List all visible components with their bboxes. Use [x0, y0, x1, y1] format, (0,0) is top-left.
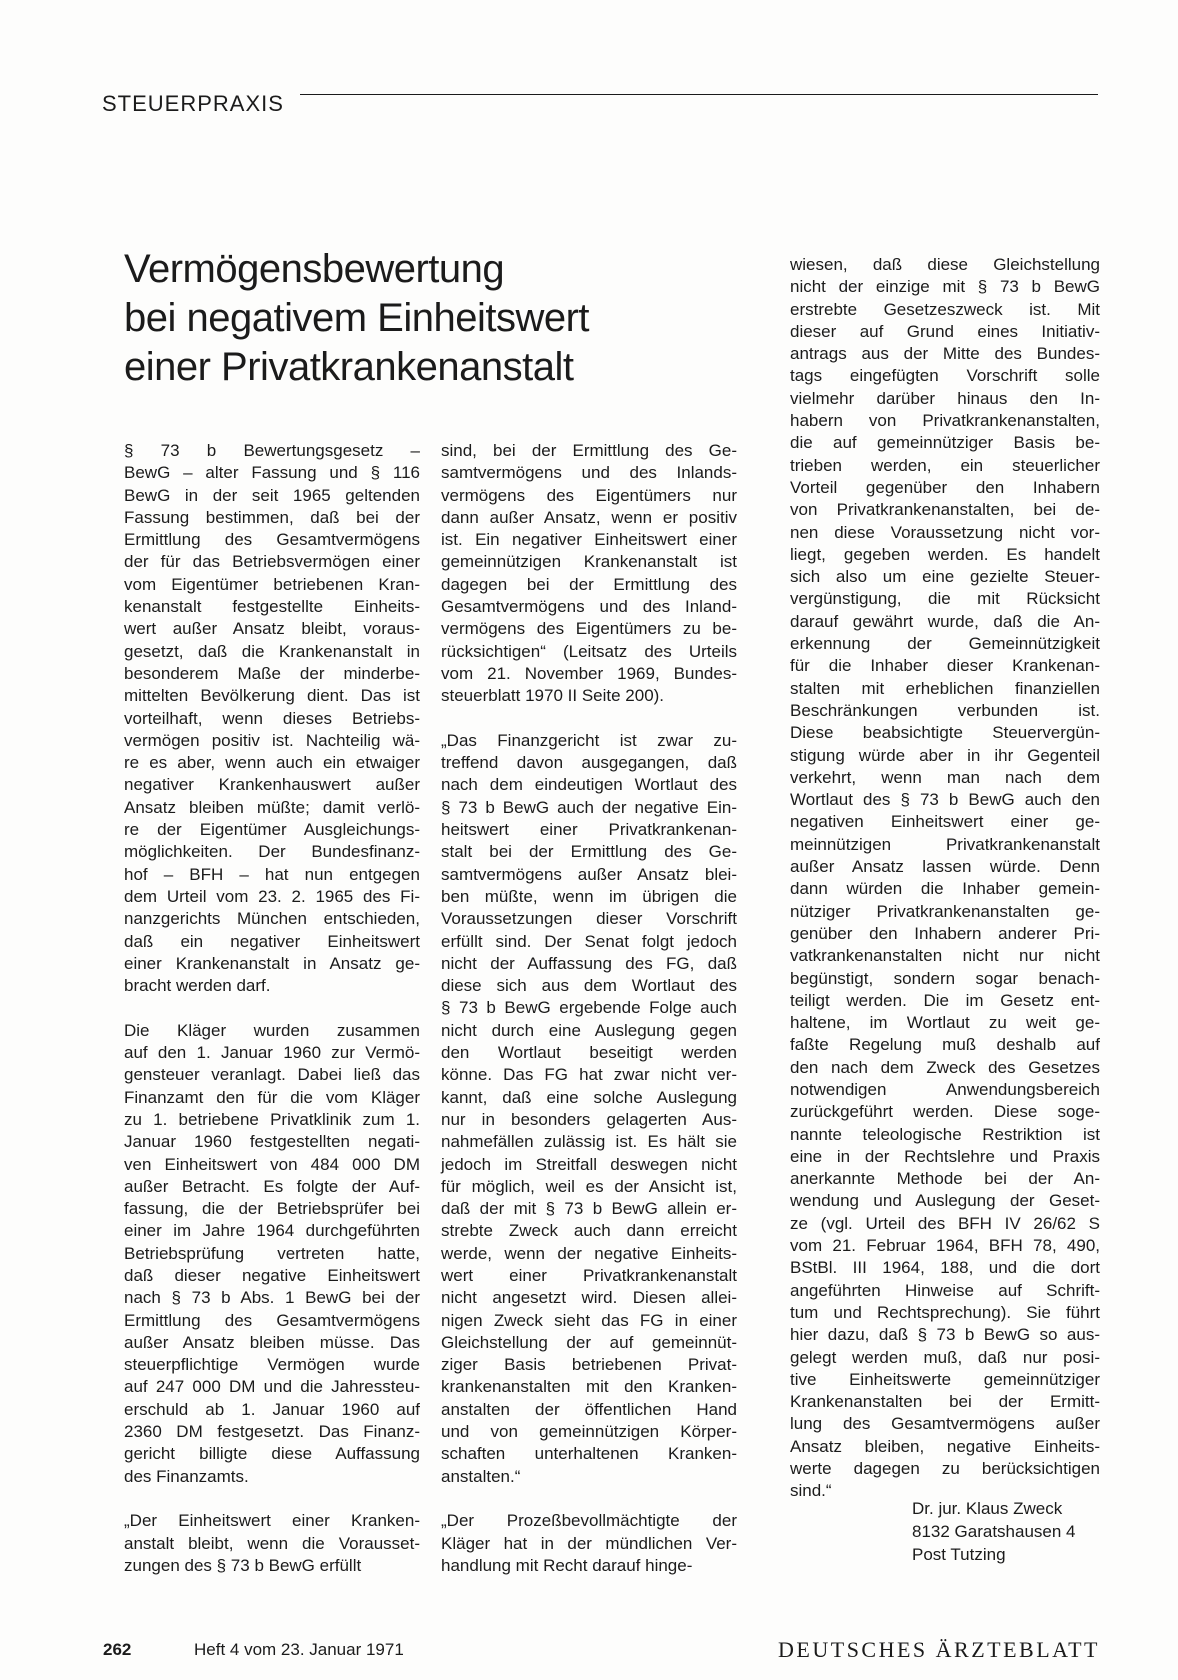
- text-line: hier dazu, daß § 73 b BewG so aus-: [790, 1325, 1100, 1345]
- text-line: besonderem Maße der minderbe-: [124, 663, 420, 683]
- text-line: vom 21. November 1969, Bundes-: [441, 663, 737, 683]
- text-line: teiligt werden. Die im Gesetz ent-: [790, 990, 1100, 1010]
- text-line: re es aber, wenn auch ein etwaiger: [124, 753, 420, 773]
- text-line: BewG in der seit 1965 geltenden: [124, 485, 420, 505]
- text-line: fassung, die der Betriebsprüfer bei: [124, 1199, 420, 1219]
- paragraph: [441, 440, 737, 708]
- text-line: sind, bei der Ermittlung des Ge-: [441, 441, 737, 460]
- text-line: nütziger Privatkrankenanstalten ge-: [790, 901, 1100, 921]
- text-line: außer Ansatz lassen würde. Denn: [790, 857, 1100, 877]
- text-line: und von gemeinnützigen Körper-: [441, 1422, 737, 1442]
- text-line: handlung mit Recht darauf hinge-: [441, 1555, 693, 1575]
- text-line: stalten mit erheblichen finanziellen: [790, 678, 1100, 698]
- text-line: ben müßte, wenn im übrigen die: [441, 886, 737, 906]
- text-line: vergünstigung, die mit Rücksicht: [790, 589, 1100, 609]
- text-line: schaften unterhaltenen Kranken-: [441, 1444, 737, 1464]
- text-line: für die Inhaber dieser Krankenan-: [790, 656, 1100, 676]
- text-line: „Das Finanzgericht ist zwar zu-: [441, 730, 737, 750]
- text-line: Die Kläger wurden zusammen: [124, 1020, 420, 1040]
- text-line: genüber den Inhabern anderer Pri-: [790, 923, 1100, 943]
- text-line: könne. Das FG hat zwar nicht ver-: [441, 1065, 737, 1085]
- article-column-2: [441, 440, 737, 1599]
- text-line: sind.“: [790, 1481, 832, 1501]
- text-line: Ansatz bleiben, negative Einheits-: [790, 1436, 1100, 1456]
- text-line: darauf gewährt wurde, daß die An-: [790, 611, 1100, 631]
- text-line: Ermittlung des Gesamtvermögens: [124, 1310, 420, 1330]
- text-line: erkennung der Gemeinnützigkeit: [790, 634, 1100, 654]
- text-line: dagegen bei der Ermittlung des: [441, 574, 737, 594]
- text-line: negativen Einheitswert einer ge-: [790, 812, 1100, 832]
- text-line: meinnützigen Privatkrankenanstalt: [790, 834, 1100, 854]
- text-line: ze (vgl. Urteil des BFH IV 26/62 S: [790, 1213, 1100, 1233]
- text-line: erstrebte Gesetzeszweck ist. Mit: [790, 299, 1100, 319]
- text-line: gemeinnützigen Krankenanstalt ist: [441, 552, 737, 572]
- text-line: wert einer Privatkrankenanstalt: [441, 1265, 737, 1285]
- text-line: steuerpflichtige Vermögen wurde: [124, 1355, 420, 1375]
- text-line: daß dieser negative Einheitswert: [124, 1265, 420, 1285]
- text-line: stalt bei der Ermittlung des Ge-: [441, 842, 737, 862]
- text-line: treffend davon ausgegangen, daß: [441, 753, 737, 773]
- text-line: § 73 b BewG auch der negative Ein-: [441, 797, 737, 817]
- text-line: einer Krankenanstalt in Ansatz ge-: [124, 953, 420, 973]
- text-line: ziger Basis betriebenen Privat-: [441, 1355, 737, 1375]
- text-line: des Finanzamts.: [124, 1466, 249, 1486]
- text-line: strebte Zweck auch dann erreicht: [441, 1221, 737, 1241]
- text-line: möglichkeiten. Der Bundesfinanz-: [124, 842, 420, 862]
- text-line: Betriebsprüfung vertreten hatte,: [124, 1243, 420, 1263]
- text-line: § 73 b BewG ergebende Folge auch: [441, 998, 737, 1018]
- paragraph: [124, 1510, 420, 1577]
- text-line: steuerblatt 1970 II Seite 200).: [441, 686, 665, 706]
- text-line: faßte Regelung muß deshalb auf: [790, 1035, 1100, 1055]
- text-line: vermögens des Eigentümers nur: [441, 485, 737, 505]
- text-line: auf den 1. Januar 1960 zur Vermö-: [124, 1043, 420, 1063]
- text-line: anstalten der öffentlichen Hand: [441, 1399, 737, 1419]
- text-line: vorteilhaft, wenn dieses Betriebs-: [124, 708, 420, 728]
- text-line: sich also um eine gezielte Steuer-: [790, 567, 1100, 587]
- text-line: kannt, daß eine solche Auslegung: [441, 1087, 737, 1107]
- text-line: nicht durch eine Auslegung gegen: [441, 1020, 737, 1040]
- text-line: vom Eigentümer betriebenen Kran-: [124, 574, 420, 594]
- text-line: vermögens des Eigentümers zu be-: [441, 619, 737, 639]
- text-line: BewG – alter Fassung und § 116: [124, 463, 420, 483]
- issue-info: Heft 4 vom 23. Januar 1971: [194, 1640, 404, 1659]
- text-line: vatkrankenanstalten nicht nur nicht: [790, 946, 1100, 966]
- text-line: gensteuer veranlagt. Dabei ließ das: [124, 1065, 420, 1085]
- section-label: STEUERPRAXIS: [102, 91, 284, 116]
- text-line: eine in der Rechtslehre und Praxis: [790, 1146, 1100, 1166]
- article-column-1: [124, 440, 420, 1599]
- text-line: notwendigen Anwendungsbereich: [790, 1079, 1100, 1099]
- text-line: Wortlaut des § 73 b BewG auch den: [790, 790, 1100, 810]
- text-line: zungen des § 73 b BewG erfüllt: [124, 1555, 362, 1575]
- text-line: jedoch im Streitfall deswegen nicht: [441, 1154, 737, 1174]
- paragraph: [790, 254, 1100, 1503]
- text-line: nigen Zweck sieht das FG in einer: [441, 1310, 737, 1330]
- text-line: haltene, im Wortlaut zu weit ge-: [790, 1013, 1100, 1033]
- text-line: nen diese Voraussetzung nicht vor-: [790, 522, 1100, 542]
- text-line: die auf gemeinnütziger Basis be-: [790, 433, 1100, 453]
- text-line: gelegt werden muß, daß nur posi-: [790, 1347, 1100, 1367]
- text-line: tum und Rechtsprechung). Sie führt: [790, 1302, 1100, 1322]
- text-line: heitswert einer Privatkrankenan-: [441, 820, 737, 840]
- text-line: nannte teleologische Restriktion ist: [790, 1124, 1100, 1144]
- text-line: für möglich, weil es der Ansicht ist,: [441, 1176, 737, 1196]
- text-line: wert außer Ansatz bleibt, voraus-: [124, 619, 420, 639]
- text-line: Krankenanstalten bei der Ermitt-: [790, 1392, 1100, 1412]
- text-line: vom 21. Februar 1964, BFH 78, 490,: [790, 1236, 1100, 1256]
- text-line: tags eingefügten Vorschrift solle: [790, 366, 1100, 386]
- text-line: zu 1. betriebene Privatklinik zum 1.: [124, 1109, 420, 1129]
- title-line: einer Privatkrankenanstalt: [124, 345, 574, 389]
- section-rule: [300, 94, 1098, 95]
- text-line: dann außer Ansatz, wenn er positiv: [441, 507, 737, 527]
- text-line: habern von Privatkrankenanstalten,: [790, 411, 1100, 431]
- text-line: § 73 b Bewertungsgesetz –: [124, 441, 420, 460]
- text-line: werde, wenn der negative Einheits-: [441, 1243, 737, 1263]
- text-line: außer Ansatz bleiben müsse. Das: [124, 1332, 420, 1352]
- text-line: begünstigt, sondern sogar benach-: [790, 968, 1100, 988]
- text-line: von Privatkrankenanstalten, bei de-: [790, 500, 1100, 520]
- author-signature: [912, 1497, 1076, 1566]
- text-line: gericht billigte diese Auffassung: [124, 1444, 420, 1464]
- text-line: ist. Ein negativer Einheitswert einer: [441, 530, 737, 550]
- article-title: [124, 245, 744, 392]
- text-line: dieser auf Grund eines Initiativ-: [790, 321, 1100, 341]
- text-line: dann würden die Inhaber gemein-: [790, 879, 1100, 899]
- text-line: vielmehr darüber hinaus den In-: [790, 388, 1100, 408]
- text-line: anstalten.“: [441, 1466, 521, 1486]
- text-line: samtvermögens und des Inlands-: [441, 463, 737, 483]
- signature-line: Post Tutzing: [912, 1545, 1006, 1564]
- paragraph: [124, 1020, 420, 1488]
- article-column-3: [790, 254, 1100, 1525]
- title-line: bei negativem Einheitswert: [124, 296, 590, 340]
- text-line: 2360 DM festgesetzt. Das Finanz-: [124, 1422, 420, 1442]
- text-line: stigung würde aber in ihr Gegenteil: [790, 745, 1100, 765]
- text-line: negativer Krankenhauswert außer: [124, 775, 420, 795]
- text-line: Diese beabsichtigte Steuervergün-: [790, 723, 1100, 743]
- text-line: anerkannte Methode bei der An-: [790, 1169, 1100, 1189]
- text-line: tive Einheitswerte gemeinnütziger: [790, 1369, 1100, 1389]
- text-line: wendung und Auslegung der Geset-: [790, 1191, 1100, 1211]
- text-line: kenanstalt festgestellte Einheits-: [124, 597, 420, 617]
- text-line: angeführten Hinweise auf Schrift-: [790, 1280, 1100, 1300]
- text-line: werte dagegen zu berücksichtigen: [790, 1459, 1100, 1479]
- text-line: Gesamtvermögens und des Inland-: [441, 597, 737, 617]
- text-line: krankenanstalten mit den Kranken-: [441, 1377, 737, 1397]
- text-line: liegt, gegeben werden. Es handelt: [790, 544, 1100, 564]
- text-line: zurückgeführt werden. Diese soge-: [790, 1102, 1100, 1122]
- text-line: diese sich aus dem Wortlaut des: [441, 976, 737, 996]
- text-line: BStBl. III 1964, 188, und die dort: [790, 1258, 1100, 1278]
- text-line: Finanzamt den für die vom Kläger: [124, 1087, 420, 1107]
- title-line: Vermögensbewertung: [124, 247, 505, 291]
- text-line: nicht der Auffassung des FG, daß: [441, 953, 737, 973]
- text-line: dem Urteil vom 23. 2. 1965 des Fi-: [124, 886, 420, 906]
- text-line: lung des Gesamtvermögens außer: [790, 1414, 1100, 1434]
- paragraph: [441, 730, 737, 1488]
- text-line: Ansatz bleiben müßte; damit verlö-: [124, 797, 420, 817]
- text-line: nach § 73 b Abs. 1 BewG bei der: [124, 1288, 420, 1308]
- page-number: 262: [103, 1640, 132, 1659]
- text-line: nicht angesetzt wird. Diesen allei-: [441, 1288, 737, 1308]
- text-line: hof – BFH – hat nun entgegen: [124, 864, 420, 884]
- signature-line: 8132 Garatshausen 4: [912, 1522, 1076, 1541]
- text-line: nach dem eindeutigen Wortlaut des: [441, 775, 737, 795]
- text-line: Beschränkungen verbunden ist.: [790, 700, 1100, 720]
- text-line: nicht der einzige mit § 73 b BewG: [790, 277, 1100, 297]
- text-line: verkehrt, wenn man nach dem: [790, 767, 1100, 787]
- text-line: daß ein negativer Einheitswert: [124, 931, 420, 951]
- text-line: der für das Betriebsvermögen einer: [124, 552, 420, 572]
- text-line: trieben werden, ein steuerlicher: [790, 455, 1100, 475]
- text-line: erschuld ab 1. Januar 1960 auf: [124, 1399, 420, 1419]
- text-line: „Der Prozeßbevollmächtigte der: [441, 1511, 737, 1531]
- text-line: gesetzt, daß die Krankenanstalt in: [124, 641, 420, 661]
- text-line: den Wortlaut beseitigt werden: [441, 1043, 737, 1063]
- paragraph: [441, 1510, 737, 1577]
- text-line: „Der Einheitswert einer Kranken-: [124, 1511, 420, 1531]
- text-line: samtvermögens außer Ansatz blei-: [441, 864, 737, 884]
- text-line: vermögen positiv ist. Nachteilig wä-: [124, 730, 420, 750]
- text-line: daß der mit § 73 b BewG allein er-: [441, 1199, 737, 1219]
- text-line: Januar 1960 festgestellten negati-: [124, 1132, 420, 1152]
- text-line: den nach dem Zweck des Gesetzes: [790, 1057, 1100, 1077]
- text-line: Gleichstellung der auf gemeinnüt-: [441, 1332, 737, 1352]
- text-line: re der Eigentümer Ausgleichungs-: [124, 820, 420, 840]
- text-line: einer im Jahre 1964 durchgeführten: [124, 1221, 420, 1241]
- text-line: Kläger hat in der mündlichen Ver-: [441, 1533, 737, 1553]
- signature-line: Dr. jur. Klaus Zweck: [912, 1499, 1063, 1518]
- text-line: bracht werden darf.: [124, 976, 271, 996]
- text-line: Fassung bestimmen, daß bei der: [124, 507, 420, 527]
- text-line: Voraussetzungen dieser Vorschrift: [441, 909, 737, 929]
- text-line: nanzgerichts München entschieden,: [124, 909, 420, 929]
- text-line: mittelten Bevölkerung dient. Das ist: [124, 686, 420, 706]
- paragraph: [124, 440, 420, 997]
- text-line: erfüllt sind. Der Senat folgt jedoch: [441, 931, 737, 951]
- text-line: nahmefällen zulässig ist. Es hält sie: [441, 1132, 737, 1152]
- text-line: Ermittlung des Gesamtvermögens: [124, 530, 420, 550]
- text-line: rücksichtigen“ (Leitsatz des Urteils: [441, 641, 737, 661]
- text-line: ven Einheitswert von 484 000 DM: [124, 1154, 420, 1174]
- text-line: auf 247 000 DM und die Jahressteu-: [124, 1377, 420, 1397]
- text-line: anstalt bleibt, wenn die Vorausset-: [124, 1533, 420, 1553]
- journal-name: DEUTSCHES ÄRZTEBLATT: [778, 1637, 1100, 1662]
- text-line: außer Betracht. Es folgte der Auf-: [124, 1176, 420, 1196]
- text-line: nur in besonders gelagerten Aus-: [441, 1109, 737, 1129]
- text-line: wiesen, daß diese Gleichstellung: [790, 255, 1100, 274]
- text-line: antrags aus der Mitte des Bundes-: [790, 344, 1100, 364]
- text-line: Vorteil gegenüber den Inhabern: [790, 477, 1100, 497]
